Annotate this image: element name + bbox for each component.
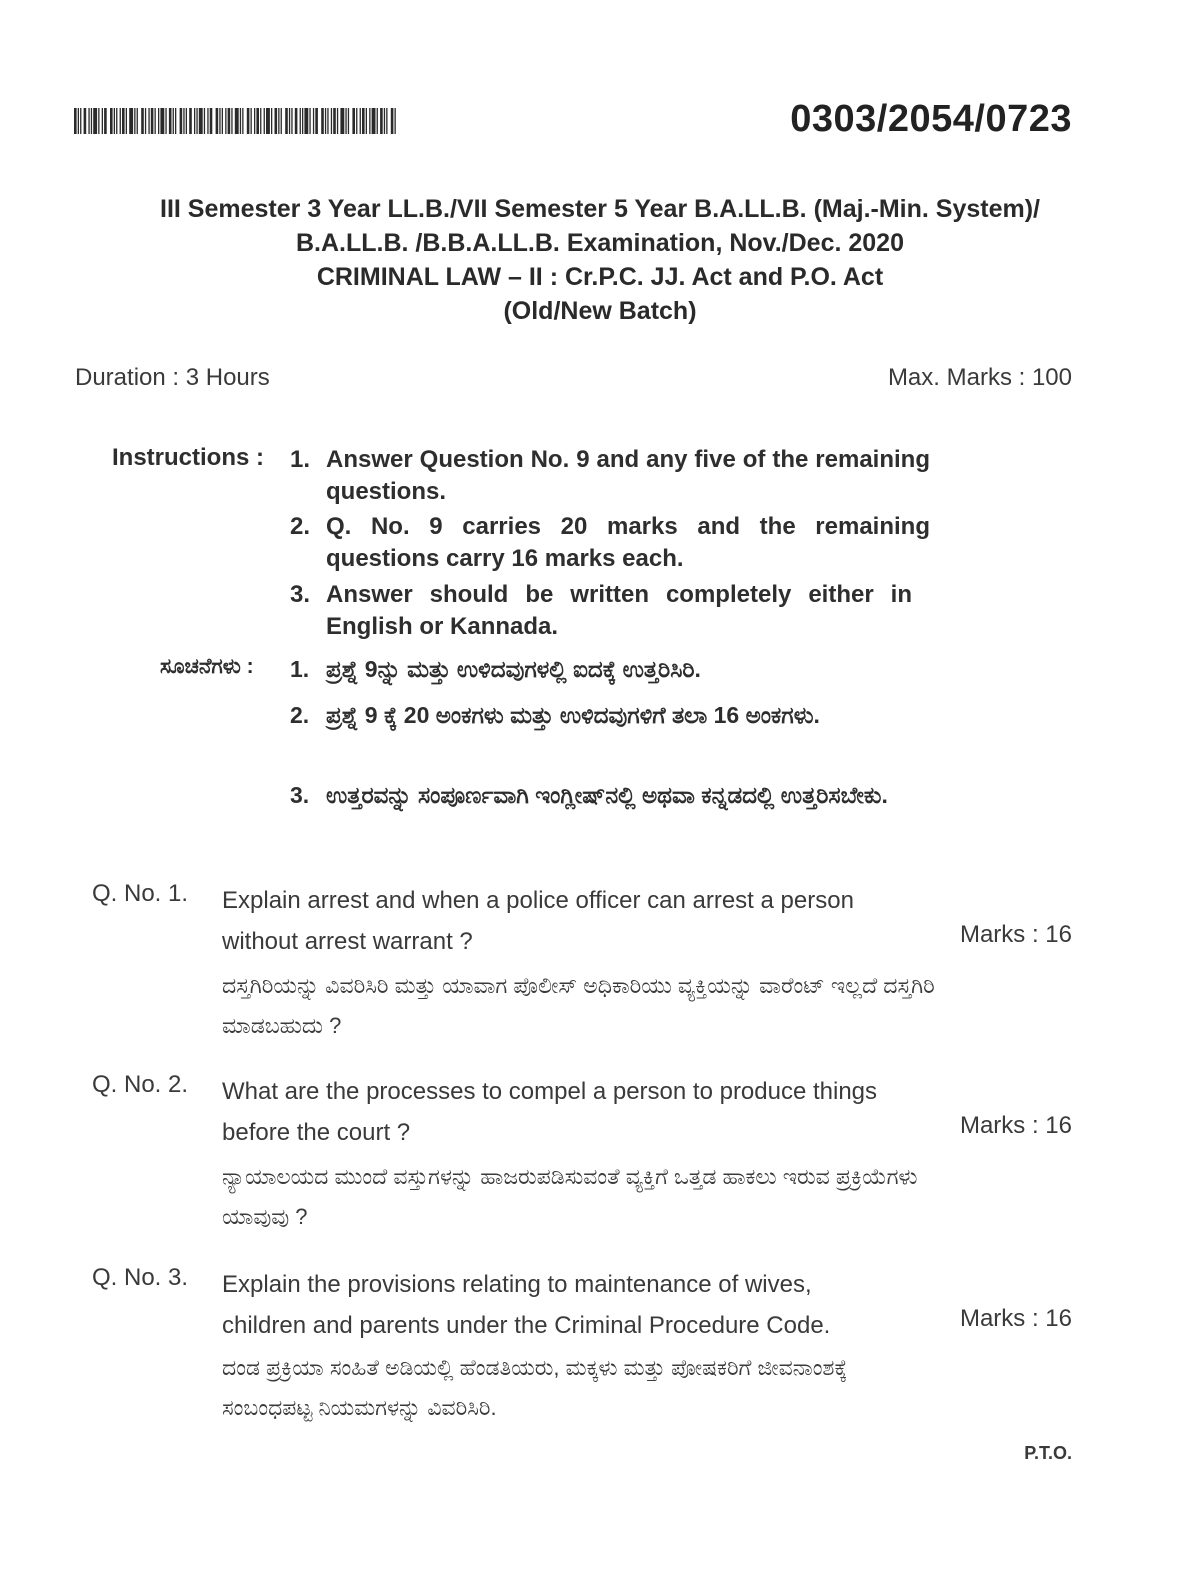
duration: Duration : 3 Hours	[75, 364, 270, 391]
kannada-instruction-text: ಪ್ರಶ್ನೆ 9ನ್ನು ಮತ್ತು ಉಳಿದವುಗಳಲ್ಲಿ ಐದಕ್ಕೆ ಉತ್ತರಿಸಿರಿ.	[326, 656, 701, 682]
instruction-item	[290, 579, 912, 643]
instruction-number: 2.	[290, 702, 310, 728]
instruction-number: 1.	[290, 656, 310, 682]
title-line-2: B.A.LL.B. /B.B.A.LL.B. Examination, Nov./Dec. 2020	[296, 229, 904, 257]
kannada-instruction-item	[290, 776, 930, 814]
paper-code: 0303/2054/0723	[790, 98, 1072, 140]
question-line: Explain arrest and when a police officer can arrest a person	[222, 887, 854, 914]
instruction-item	[290, 444, 930, 508]
instruction-number: 2.	[290, 513, 311, 540]
question-line: What are the processes to compel a person to produce things	[222, 1078, 878, 1105]
question-line: without arrest warrant ?	[222, 928, 473, 955]
title-line-3: CRIMINAL LAW – II : Cr.P.C. JJ. Act and P.O. Act	[316, 263, 884, 291]
question-text	[222, 880, 922, 962]
question-kannada: ನ್ಯಾಯಾಲಯದ ಮುಂದೆ ವಸ್ತುಗಳನ್ನು ಹಾಜರುಪಡಿಸುವಂತೆ ವ್ಯಕ್ತಿಗೆ ಒತ್ತಡ ಹಾಕಲು ಇರುವ ಪ್ರಕ್ರಿಯೆಗಳು ಯಾವುವು ?	[222, 1164, 918, 1229]
instruction-number: 3.	[290, 782, 310, 808]
question-text	[222, 1264, 922, 1346]
question-marks: Marks : 16	[959, 1305, 1072, 1332]
question-number: Q. No. 2.	[92, 1071, 189, 1098]
exam-title	[0, 192, 1200, 328]
question-marks: Marks : 16	[959, 921, 1072, 948]
barcode	[74, 108, 396, 134]
question-number: Q. No. 3.	[92, 1264, 189, 1291]
question-marks: Marks : 16	[959, 1112, 1072, 1139]
kannada-instruction-text: ಉತ್ತರವನ್ನು ಸಂಪೂರ್ಣವಾಗಿ ಇಂಗ್ಲೀಷ್‌ನಲ್ಲಿ ಅಥವಾ ಕನ್ನಡದಲ್ಲಿ ಉತ್ತರಿಸಬೇಕು.	[326, 782, 888, 808]
instruction-item	[290, 511, 930, 575]
instruction-text: Q. No. 9 carries 20 marks and the remaining questions carry 16 marks each.	[326, 513, 930, 572]
pto-note: P.T.O.	[1024, 1443, 1072, 1463]
instruction-text: Answer Question No. 9 and any five of the remaining questions.	[326, 446, 930, 505]
question-line: before the court ?	[222, 1119, 411, 1146]
title-line-1: III Semester 3 Year LL.B./VII Semester 5 Year B.A.LL.B. (Maj.-Min. System)/	[160, 195, 1040, 223]
max-marks: Max. Marks : 100	[887, 364, 1072, 391]
instruction-text: Answer should be written completely either in English or Kannada.	[326, 581, 912, 640]
instruction-number: 3.	[290, 581, 311, 608]
kannada-instruction-item	[290, 696, 850, 734]
question-number: Q. No. 1.	[92, 880, 189, 907]
title-line-4: (Old/New Batch)	[503, 297, 697, 325]
question-kannada: ದಸ್ತಗಿರಿಯನ್ನು ವಿವರಿಸಿರಿ ಮತ್ತು ಯಾವಾಗ ಪೊಲೀಸ್ ಅಧಿಕಾರಿಯು ವ್ಯಕ್ತಿಯನ್ನು ವಾರೆಂಟ್ ಇಲ್ಲದೆ ದಸ್ತಗಿರಿ ಮಾಡಬಹುದು ?	[222, 973, 935, 1038]
question-text	[222, 1071, 922, 1153]
kannada-instruction-item	[290, 650, 850, 688]
question-line: Explain the provisions relating to maintenance of wives,	[222, 1271, 812, 1298]
question-line: children and parents under the Criminal Procedure Code.	[222, 1312, 831, 1339]
instructions-label: Instructions :	[112, 444, 265, 471]
instruction-number: 1.	[290, 446, 311, 473]
kannada-instruction-text: ಪ್ರಶ್ನೆ 9 ಕ್ಕೆ 20 ಅಂಕಗಳು ಮತ್ತು ಉಳಿದವುಗಳಿಗೆ ತಲಾ 16 ಅಂಕಗಳು.	[326, 702, 820, 728]
question-kannada: ದಂಡ ಪ್ರಕ್ರಿಯಾ ಸಂಹಿತೆ ಅಡಿಯಲ್ಲಿ ಹೆಂಡತಿಯರು, ಮಕ್ಕಳು ಮತ್ತು ಪೋಷಕರಿಗೆ ಜೀವನಾಂಶಕ್ಕೆ ಸಂಬಂಧಪಟ್ಟ ನಿಯಮಗಳನ್ನು ವಿವರಿಸಿರಿ.	[222, 1355, 848, 1420]
kannada-instructions-label: ಸೂಚನೆಗಳು :	[160, 655, 254, 678]
